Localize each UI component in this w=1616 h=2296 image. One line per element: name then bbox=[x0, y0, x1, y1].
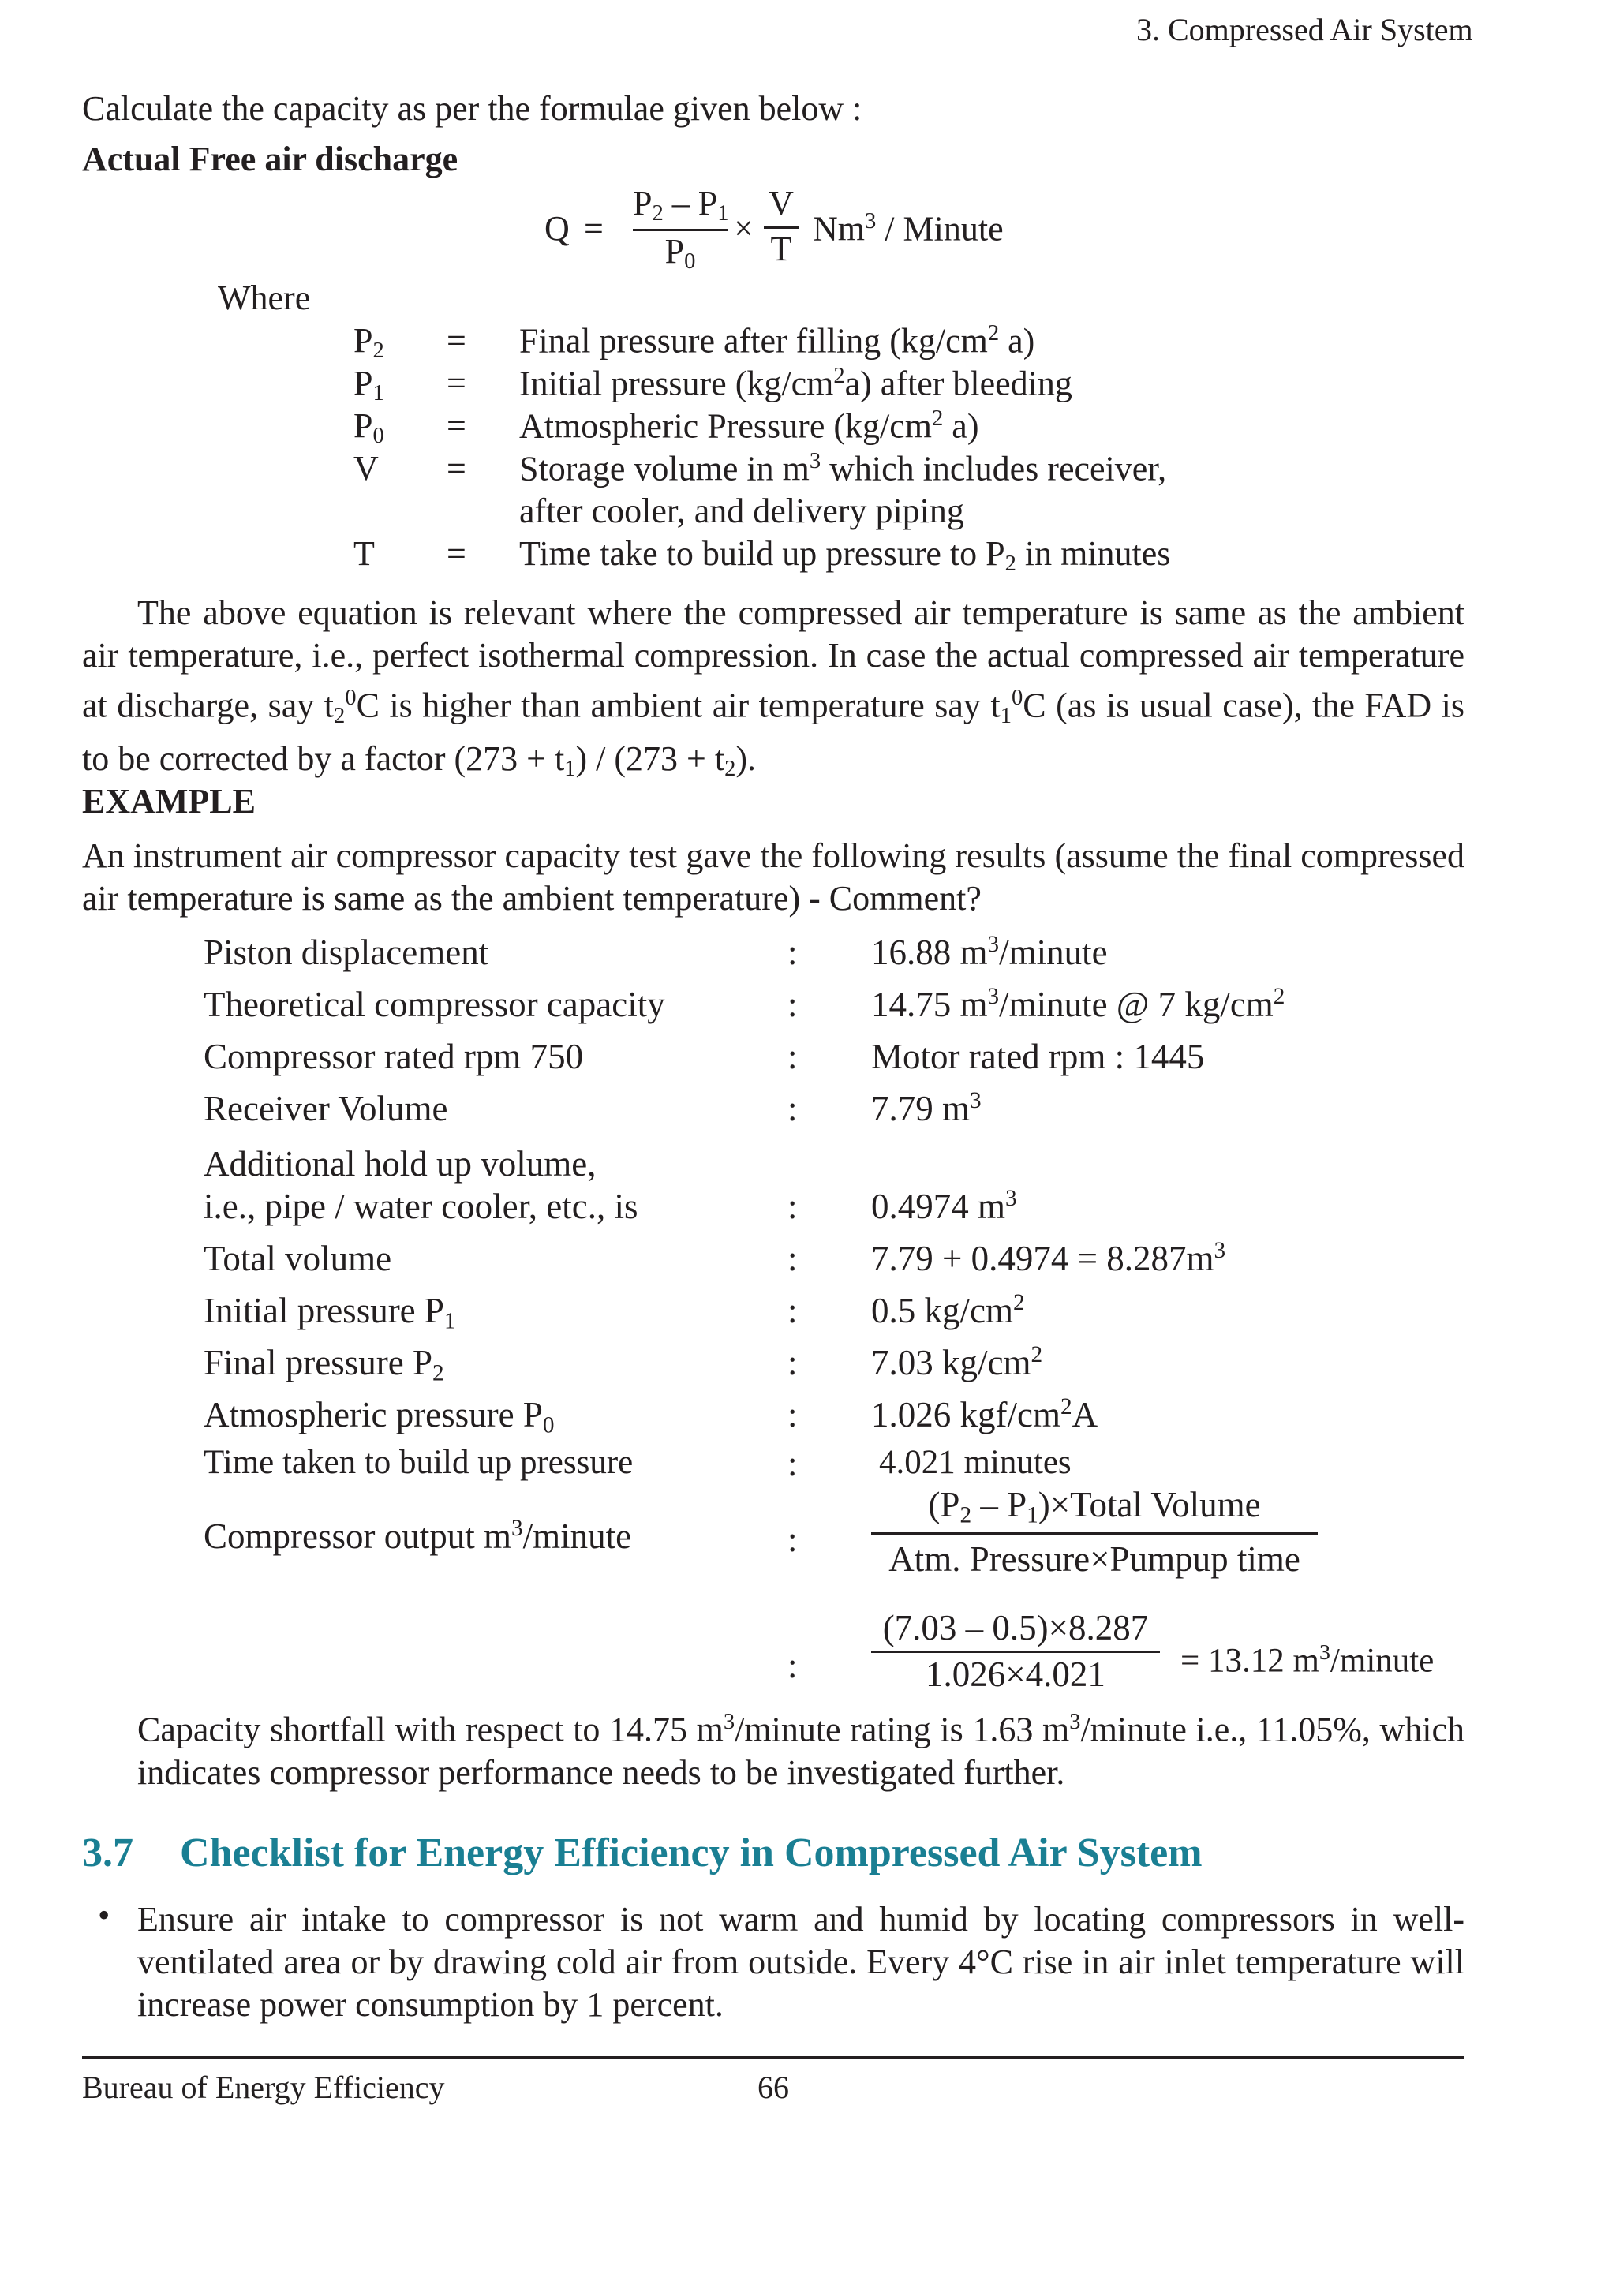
row-colon: : bbox=[787, 1187, 798, 1226]
row-label-holdup-1: Additional hold up volume, bbox=[204, 1144, 597, 1184]
row-label-rpm: Compressor rated rpm 750 bbox=[204, 1037, 584, 1076]
fad-formula bbox=[544, 183, 1097, 278]
definition-v: V = Storage volume in $m^3$ which includes receiver, after cooler, and delivery piping bbox=[354, 449, 1167, 530]
formula-lhs: Q bbox=[544, 209, 570, 248]
row-label-total: Total volume bbox=[204, 1239, 392, 1278]
page-number: 66 bbox=[758, 2070, 789, 2105]
row-colon: : bbox=[787, 933, 798, 972]
row-value-receiver: 7.79 $m^3$ bbox=[871, 1088, 982, 1129]
row-value-piston: 16.88 $m^3$/minute bbox=[871, 932, 1108, 973]
example-table bbox=[204, 931, 1466, 1712]
bullet-icon: • bbox=[98, 1896, 110, 1935]
row-colon: : bbox=[787, 985, 798, 1024]
example-heading: EXAMPLE bbox=[82, 782, 256, 821]
row-value-rpm: Motor rated rpm : 1445 bbox=[871, 1037, 1205, 1076]
row-value-theoretical: 14.75 $m^3$/minute @ 7 $kg/cm^2$ bbox=[871, 984, 1285, 1025]
fraction-pressure: $P_2 - P_1$ $P_0$ bbox=[633, 183, 728, 276]
isothermal-paragraph: The above equation is relevant where the compressed air temperature is same as the ambient air temperature, i.e., perfect isothermal compression. In case the actual compressed air temperature at discharge, say $t_2^0C$ is higher than ambient air temperature say $t_1^0C$ (as is usual case), the FAD is to be corrected by a factor $(273 + t_1) / (273 + t_2)$. bbox=[82, 593, 1464, 781]
row-value-time: 4.021 minutes bbox=[879, 1444, 1072, 1481]
row-colon: : bbox=[787, 1037, 798, 1076]
calculation-formula: (7.03 – 0.5)×8.287 1.026×4.021 bbox=[871, 1606, 1160, 1696]
row-value-p0: 1.026 kgf/$cm^2A$ bbox=[871, 1394, 1098, 1435]
row-label-holdup-2: i.e., pipe / water cooler, etc., is bbox=[204, 1187, 638, 1226]
row-colon: : bbox=[787, 1395, 798, 1434]
where-label: Where bbox=[218, 279, 311, 317]
row-label-output: Compressor output $m^3$/minute bbox=[204, 1516, 632, 1557]
running-header: 3. Compressed Air System bbox=[1136, 12, 1473, 47]
row-value-p1: 0.5 $kg/cm^2$ bbox=[871, 1290, 1025, 1331]
row-value-p2: 7.03 $kg/cm^2$ bbox=[871, 1342, 1043, 1383]
definition-t: T = Time take to build up pressure to $P_2$ in minutes bbox=[354, 534, 1171, 577]
definition-p2: $P_2$ = Final pressure after filling ($kg/cm^2$ a) bbox=[354, 321, 1035, 364]
definition-p0: $P_0$ = Atmospheric Pressure ($kg/cm^2$ a) bbox=[354, 406, 979, 449]
row-value-holdup: 0.4974 $m^3$ bbox=[871, 1186, 1017, 1227]
definition-p1: $P_1$ = Initial pressure $(kg/cm^2a)$ after bleeding bbox=[354, 364, 1072, 406]
definitions-list bbox=[354, 320, 1300, 576]
row-label-p0: Atmospheric pressure $P_0$ bbox=[204, 1395, 555, 1438]
formula-times: × bbox=[734, 209, 754, 248]
calculation-result: = 13.12 $m^3$/minute bbox=[1180, 1640, 1435, 1680]
row-value-total: $7.79 + 0.4974 = 8.287m^3$ bbox=[871, 1238, 1226, 1279]
row-label-theoretical: Theoretical compressor capacity bbox=[204, 985, 665, 1024]
row-label-piston: Piston displacement bbox=[204, 933, 489, 972]
row-colon: : bbox=[787, 1239, 798, 1278]
row-label-p1: Initial pressure $P_1$ bbox=[204, 1291, 456, 1334]
subheading: Actual Free air discharge bbox=[82, 140, 458, 178]
formula-units: Nm$^3$ / Minute bbox=[813, 209, 1004, 249]
section-heading bbox=[82, 1829, 1203, 1878]
row-colon: : bbox=[787, 1646, 798, 1685]
example-intro: An instrument air compressor capacity test gave the following results (assume the final compressed air temperature is same as the ambient temperature) - Comment? bbox=[82, 836, 1464, 918]
checklist-item: Ensure air intake to compressor is not warm and humid by locating compressors in well-ventilated area or by drawing cold air from outside. Every 4°C rise in air inlet temperature will increase power consumption by 1 percent. bbox=[137, 1900, 1464, 2024]
row-colon: : bbox=[787, 1343, 798, 1382]
row-colon: : bbox=[787, 1520, 798, 1559]
conclusion-paragraph: Capacity shortfall with respect to 14.75 $m^3$/minute rating is 1.63 $m^3$/minute i.e., 11.05%, which indicates compressor performance needs to be investigated further. bbox=[137, 1710, 1464, 1792]
row-label-p2: Final pressure $P_2$ bbox=[204, 1343, 444, 1386]
row-colon: : bbox=[787, 1291, 798, 1330]
row-label-receiver: Receiver Volume bbox=[204, 1089, 448, 1128]
section-number: 3.7 bbox=[82, 1830, 133, 1875]
output-formula: ($P_2$ – $P_1)\times Total$ Volume Atm. Pressure×Pumpup time bbox=[871, 1483, 1318, 1580]
footer-org: Bureau of Energy Efficiency bbox=[82, 2070, 445, 2105]
fraction-volume-time: V T bbox=[764, 183, 799, 271]
row-colon: : bbox=[787, 1089, 798, 1128]
footer-rule bbox=[82, 2056, 1464, 2059]
row-label-time: Time taken to build up pressure bbox=[204, 1444, 634, 1481]
formula-eq: = bbox=[584, 209, 604, 248]
row-colon: : bbox=[787, 1444, 798, 1483]
section-title: Checklist for Energy Efficiency in Compressed Air System bbox=[180, 1830, 1203, 1875]
intro-text: Calculate the capacity as per the formulae given below : bbox=[82, 89, 862, 128]
